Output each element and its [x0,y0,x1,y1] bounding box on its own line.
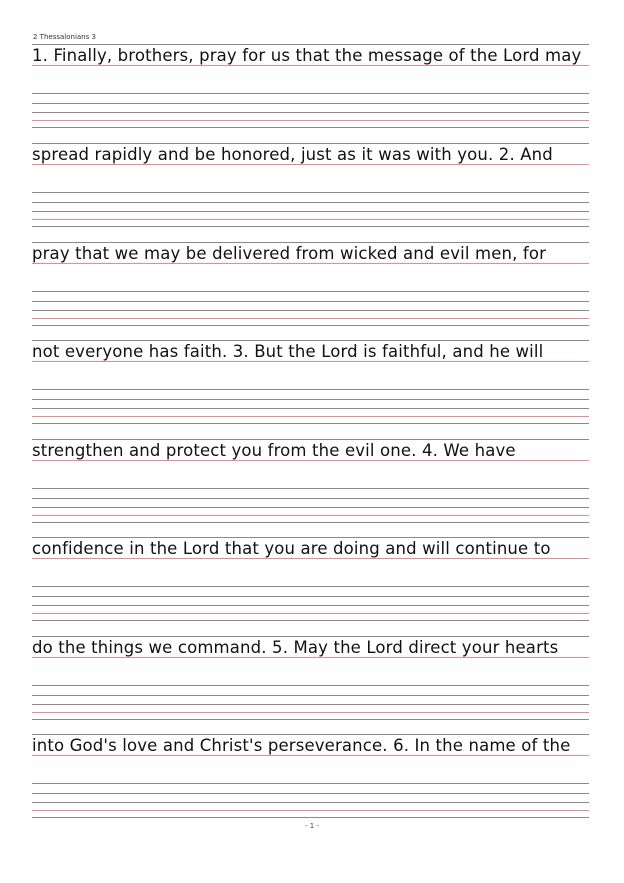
gray-guide-line [32,586,589,587]
practice-line-group [32,439,589,519]
gray-guide-line [32,340,589,341]
gray-guide-line [32,211,589,212]
red-guide-line [32,515,589,516]
gray-guide-line [32,537,589,538]
gray-guide-line [32,620,589,621]
verse-line-text: confidence in the Lord that you are doing and will continue to [32,539,551,558]
gray-guide-line [32,596,589,597]
gray-guide-line [32,507,589,508]
gray-guide-line [32,783,589,784]
gray-guide-line [32,802,589,803]
gray-guide-line [32,498,589,499]
verse-line-text: strengthen and protect you from the evil one. 4. We have [32,441,516,460]
practice-line-group [32,242,589,322]
gray-guide-line [32,423,589,424]
gray-guide-line [32,93,589,94]
verse-line-text: into God's love and Christ's perseverance. 6. In the name of the [32,736,571,755]
gray-guide-line [32,112,589,113]
gray-guide-line [32,439,589,440]
red-guide-line [32,416,589,417]
verse-line-text: not everyone has faith. 3. But the Lord is faithful, and he will [32,342,544,361]
practice-line-group [32,340,589,420]
gray-guide-line [32,202,589,203]
gray-guide-line [32,488,589,489]
red-guide-line [32,318,589,319]
gray-guide-line [32,291,589,292]
verse-line-text: spread rapidly and be honored, just as it was with you. 2. And [32,145,553,164]
gray-guide-line [32,685,589,686]
gray-guide-line [32,226,589,227]
gray-guide-line [32,103,589,104]
gray-guide-line [32,325,589,326]
gray-guide-line [32,127,589,128]
gray-guide-line [32,695,589,696]
gray-guide-line [32,408,589,409]
page-number: - 1 - [305,822,319,830]
gray-guide-line [32,817,589,818]
verse-line-text: pray that we may be delivered from wicked and evil men, for [32,244,547,263]
gray-guide-line [32,44,589,45]
gray-guide-line [32,389,589,390]
gray-guide-line [32,399,589,400]
gray-guide-line [32,793,589,794]
gray-guide-line [32,719,589,720]
red-guide-line [32,219,589,220]
red-guide-line [32,613,589,614]
practice-line-group [32,44,589,124]
gray-guide-line [32,301,589,302]
red-guide-line [32,712,589,713]
practice-line-group [32,537,589,617]
gray-guide-line [32,242,589,243]
gray-guide-line [32,143,589,144]
practice-line-group [32,143,589,223]
gray-guide-line [32,605,589,606]
gray-guide-line [32,522,589,523]
gray-guide-line [32,310,589,311]
gray-guide-line [32,192,589,193]
page-header: 2 Thessalonians 3 [33,33,96,41]
practice-line-group [32,636,589,716]
gray-guide-line [32,636,589,637]
gray-guide-line [32,734,589,735]
verse-line-text: do the things we command. 5. May the Lord direct your hearts [32,638,559,657]
red-guide-line [32,120,589,121]
red-guide-line [32,810,589,811]
gray-guide-line [32,704,589,705]
practice-line-group [32,734,589,814]
verse-line-text: 1. Finally, brothers, pray for us that the message of the Lord may [32,46,582,65]
